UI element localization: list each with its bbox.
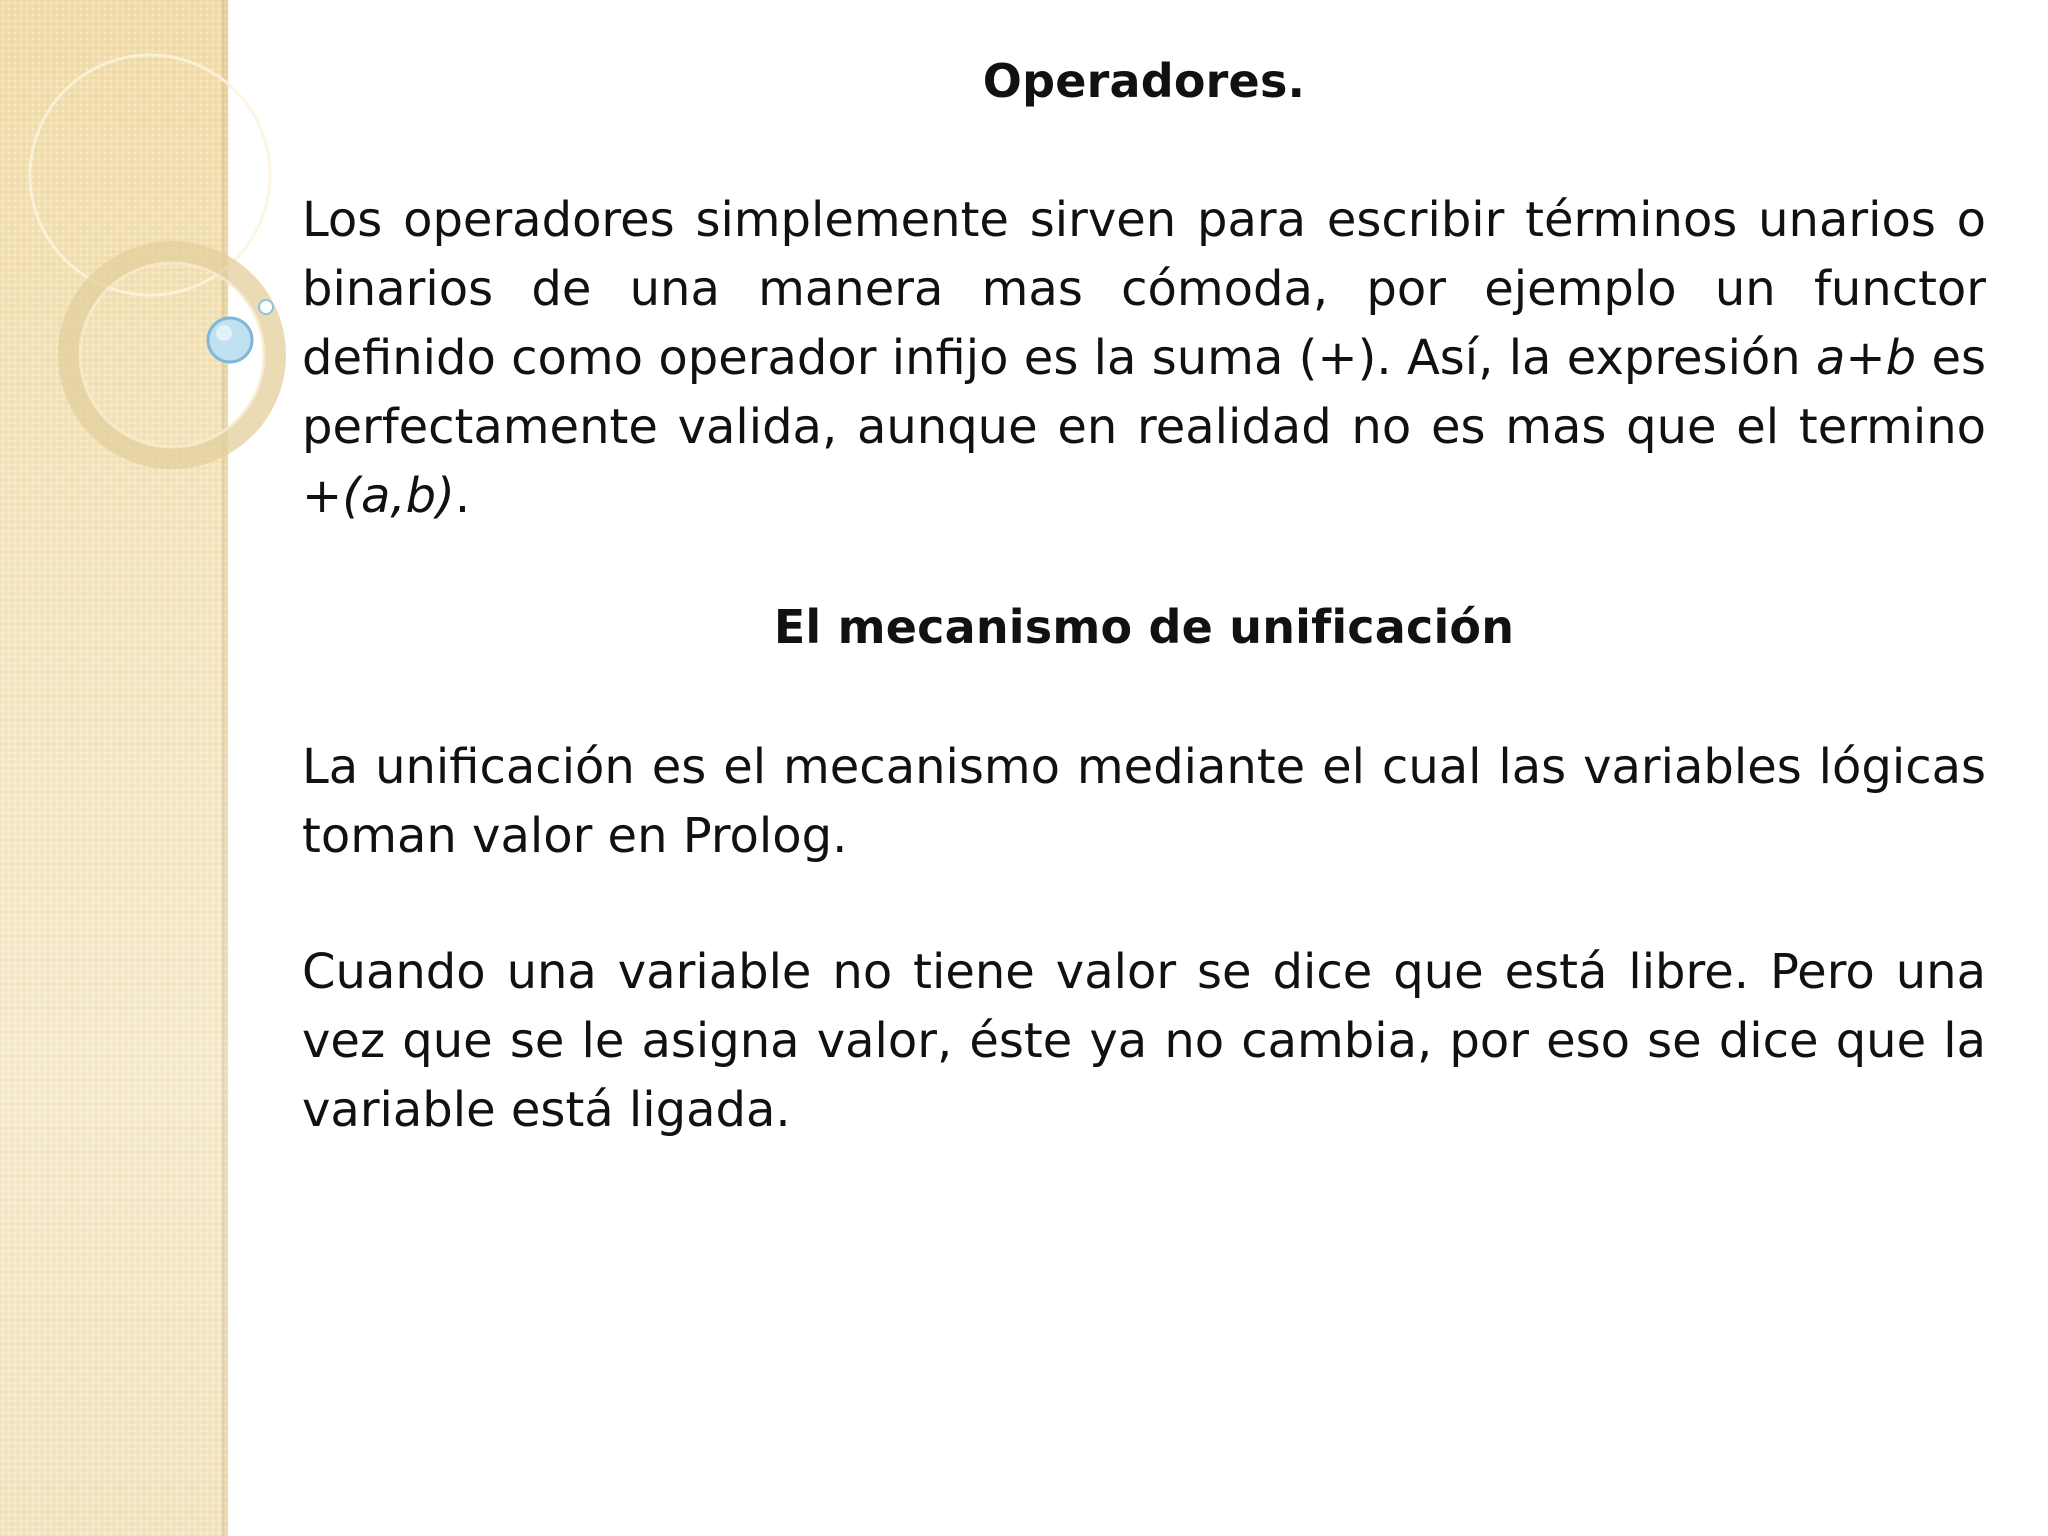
decorative-rings <box>0 0 300 520</box>
paragraph-operadores-end: . <box>454 468 471 524</box>
paragraph-operadores <box>302 186 1986 531</box>
title-operadores: Operadores. <box>982 54 1306 108</box>
paragraph-operadores-text-2: es perfectamente valida, aunque en realidad no es mas que el termino <box>302 330 1986 455</box>
paragraph-unificacion: La unificación es el mecanismo mediante el cual las variables lógicas toman valor en Prolog. <box>302 739 1986 864</box>
title-unificacion: El mecanismo de unificación <box>773 600 1515 654</box>
bubble-shine <box>216 325 232 341</box>
term-arguments: (a,b) <box>342 468 455 524</box>
term-plus-sign: + <box>302 468 343 524</box>
blue-bubble-icon <box>208 318 252 362</box>
paragraph-operadores-text: Los operadores simplemente sirven para escribir términos unarios o binarios de una manera mas cómoda, por ejemplo un functor definido como operador infijo es la suma (+). Así, la expresión <box>302 192 1986 386</box>
small-bubble-icon <box>259 300 273 314</box>
expression-a-plus-b: a+b <box>1816 330 1917 386</box>
paragraph-variable-libre: Cuando una variable no tiene valor se dice que está libre. Pero una vez que se le asigna valor, éste ya no cambia, por eso se dice que la variable está ligada. <box>302 944 1986 1138</box>
